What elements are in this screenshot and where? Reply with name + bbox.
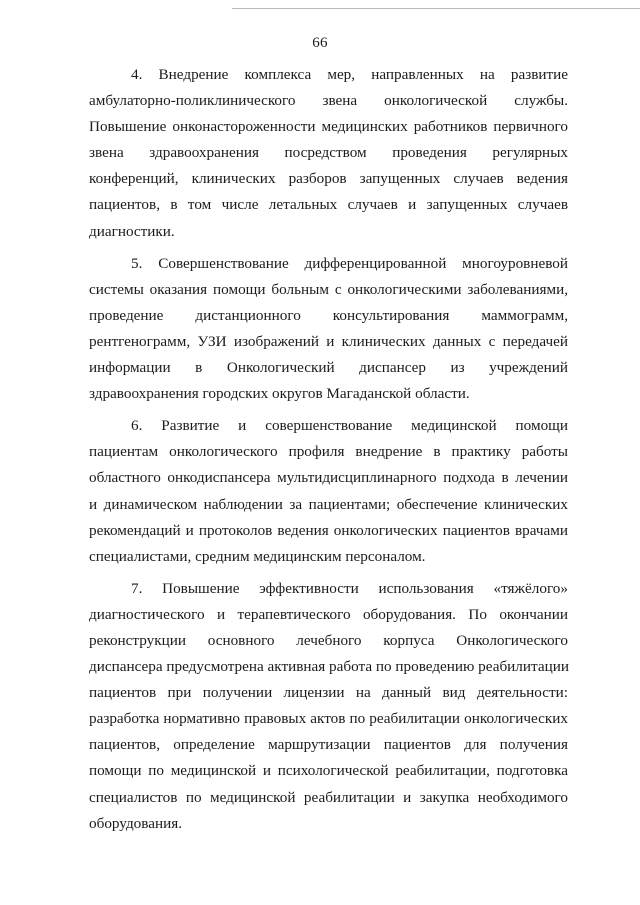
paragraph-line: Повышение онконастороженности медицинских работников первичного [89, 118, 568, 136]
paragraph-line: специалистами, средним медицинским персоналом. [89, 547, 426, 565]
paragraph-line: пациентам онкологического профиля внедрение в практику работы [89, 443, 568, 461]
paragraph-line: пациентов при получении лицензии на данный вид деятельности: [89, 684, 568, 702]
paragraph-line: 4. Внедрение комплекса мер, направленных на развитие [131, 66, 568, 83]
paragraph-line: 5. Совершенствование дифференцированной многоуровневой [131, 254, 568, 272]
paragraph-line: информации в Онкологический диспансер из учреждений [89, 359, 568, 377]
paragraph-line: здравоохранения городских округов Магаданской области. [89, 385, 470, 403]
paragraph-line: оборудования. [89, 814, 183, 832]
paragraph-line: системы оказания помощи больным с онкологическими заболеваниями, [89, 280, 568, 298]
paragraph-line: проведение дистанционного консультирования маммограмм, [89, 306, 568, 324]
page-number: 66 [312, 35, 328, 51]
paragraph-6 [89, 413, 568, 570]
paragraph-line: диагностики. [89, 222, 175, 240]
top-scan-rule [232, 8, 640, 9]
paragraph-line: помощи по медицинской и психологической реабилитации, подготовка [89, 762, 568, 780]
paragraph-line: 6. Развитие и совершенствование медицинской помощи [131, 417, 568, 435]
paragraph-line: специалистов по медицинской реабилитации и закупка необходимого [89, 788, 568, 806]
paragraph-line: и динамическом наблюдении за пациентами; обеспечение клинических [89, 495, 568, 513]
paragraph-line: пациентов, в том числе летальных случаев и запущенных случаев [89, 196, 568, 214]
paragraph-line: разработка нормативно правовых актов по реабилитации онкологических [89, 710, 568, 728]
document-body [89, 62, 568, 843]
paragraph-4 [89, 62, 568, 245]
paragraph-line: звена здравоохранения посредством проведения регулярных [89, 144, 568, 162]
paragraph-7 [89, 576, 568, 837]
paragraph-line: рекомендаций и протоколов ведения онкологических пациентов врачами [89, 521, 568, 539]
paragraph-line: пациентов, определение маршрутизации пациентов для получения [89, 736, 568, 754]
paragraph-line: 7. Повышение эффективности использования «тяжёлого» [131, 579, 568, 597]
paragraph-line: диспансера предусмотрена активная работа по проведению реабилитации [89, 658, 569, 676]
paragraph-5 [89, 251, 568, 408]
paragraph-line: реконструкции основного лечебного корпуса Онкологического [89, 631, 568, 649]
paragraph-line: амбулаторно-поликлинического звена онкологической службы. [89, 92, 568, 110]
paragraph-line: диагностического и терапевтического оборудования. По окончании [89, 605, 568, 623]
paragraph-line: конференций, клинических разборов запущенных случаев ведения [89, 170, 568, 188]
paragraph-line: областного онкодиспансера мультидисциплинарного подхода в лечении [89, 469, 568, 487]
paragraph-line: рентгенограмм, УЗИ изображений и клинических данных с передачей [89, 332, 568, 350]
